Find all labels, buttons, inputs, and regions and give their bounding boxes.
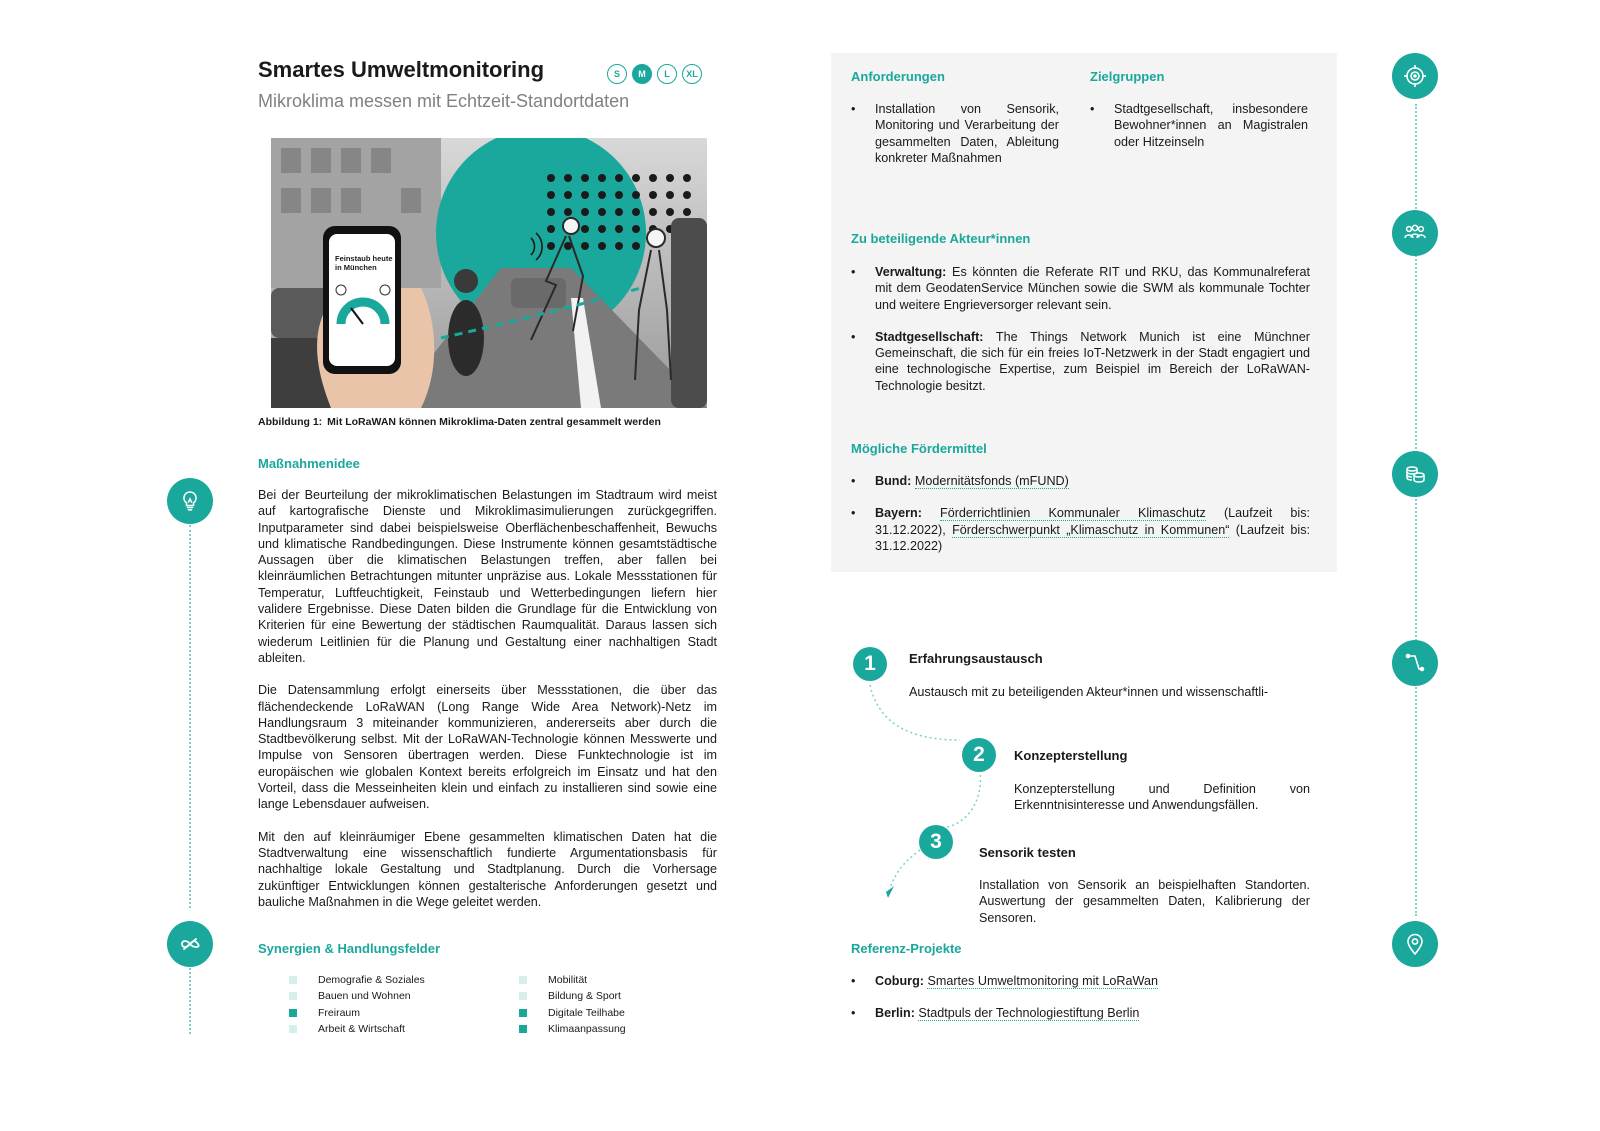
list-item bbox=[851, 1005, 1310, 1021]
size-selector bbox=[607, 64, 702, 84]
page-title: Smartes Umweltmonitoring bbox=[258, 57, 545, 82]
foerder-text: (Laufzeit bis: 31.12.2022), bbox=[875, 506, 1311, 537]
legend-label: Freiraum bbox=[318, 1006, 361, 1019]
caption-label: Abbildung 1: bbox=[258, 416, 323, 428]
paragraph: Mit den auf kleinräumiger Ebene gesammelten klimatischen Daten hat die Stadtverwaltung eine wissenschaftlich fundierte Argumentationsbasis für nachhaltige lokale Gestaltung und Stadtplanung. Durch die Vorhersage zukünftiger Entwicklungen können gestalterische Anforderungen gesetzt und bauliche Maßnahmen in die Wege geleitet werden. bbox=[258, 829, 717, 909]
section-title-synergien: Synergien & Handlungsfelder bbox=[258, 941, 441, 956]
list-item bbox=[851, 473, 1310, 489]
list-item bbox=[851, 505, 1310, 554]
referenz-label: Berlin: bbox=[875, 1006, 915, 1021]
paragraph: Bei der Beurteilung der mikroklimatischen Belastungen im Stadtraum wird meist auf kartografische Dienste und Mikroklimasimulierungen zurückgegriffen. Inputparameter sind dabei beispielsweise Oberflächenbeschaffenheit, Bewuchs und klimatische Randbedingungen. Diese Instrumente können gesamtstädtische Aussagen über die klimatischen Belastungen treffen, aber fallen bei kleinräumlichen Betrachtungen mitunter unpräzise aus. Lokale Messstationen für Temperatur, Luftfeuchtigkeit, Feinstaub und Wetterbedingungen liefern hier validere Ergebnisse. Diese Daten bilden die Grundlage für die Entwicklung von Kriterien für eine Bewertung der städtischen Raumqualität. Daraus lassen sich wiederum Leitlinien für die Planung und Gestaltung einer nachhaltigen Stadt ableiten. bbox=[258, 488, 717, 665]
step-title-3: Sensorik testen bbox=[979, 845, 1076, 860]
step-text-3: Installation von Sensorik an beispielhaften Standorten. Auswertung der gesammelten Daten, Kalibrierung der Sensoren. bbox=[979, 878, 1310, 925]
link-berlin[interactable]: Stadtpuls der Technologiestiftung Berlin bbox=[918, 1006, 1140, 1021]
legend-item bbox=[519, 1005, 626, 1021]
link-foerderrichtlinien[interactable]: Förderrichtlinien Kommunaler Klimaschutz bbox=[940, 506, 1206, 521]
foerder-label: Bund: bbox=[875, 474, 912, 488]
street-illustration bbox=[271, 138, 707, 408]
list-item bbox=[851, 973, 1310, 989]
list-item bbox=[851, 329, 1310, 394]
legend-marker bbox=[289, 1025, 297, 1033]
legend-marker bbox=[519, 976, 527, 984]
figure-caption bbox=[258, 416, 661, 428]
section-title-referenz: Referenz-Projekte bbox=[851, 941, 962, 956]
link-foerderschwerpunkt[interactable]: Förderschwerpunkt „Klimaschutz in Kommunen“ bbox=[952, 522, 1230, 537]
link-coburg[interactable]: Smartes Umweltmonitoring mit LoRaWan bbox=[927, 974, 1158, 988]
legend-label: Demografie & Soziales bbox=[318, 974, 425, 986]
synergien-col2 bbox=[519, 972, 626, 1037]
legend-label: Digitale Teilhabe bbox=[548, 1006, 625, 1019]
section-title-akteure: Zu beteiligende Akteur*innen bbox=[851, 231, 1031, 246]
section-title-foerdermittel: Mögliche Fördermittel bbox=[851, 441, 987, 456]
legend-item bbox=[289, 972, 425, 988]
legend-marker bbox=[289, 976, 297, 984]
legend-item bbox=[519, 1021, 626, 1037]
zielgruppen-list bbox=[1090, 101, 1308, 150]
legend-marker-active bbox=[519, 1009, 527, 1017]
list-item bbox=[851, 264, 1310, 313]
legend-label: Arbeit & Wirtschaft bbox=[318, 1022, 405, 1035]
step-number-1: 1 bbox=[853, 647, 887, 681]
illustration-figure bbox=[271, 138, 707, 408]
legend-label: Mobilität bbox=[548, 974, 588, 986]
foerder-text: (Laufzeit bis: 31.12.2022) bbox=[875, 522, 1311, 553]
left-rail-line-bottom bbox=[189, 968, 191, 1034]
size-chip-l: L bbox=[657, 64, 677, 84]
legend-marker bbox=[519, 992, 527, 1000]
akteur-text: Es könnten die Referate RIT und RKU, das Kommunalreferat mit dem GeodatenService München sowie die SWM als kommunale Tochter und weitere Engrieversorger relevant sein. bbox=[875, 265, 1311, 312]
legend-label: Klimaanpassung bbox=[548, 1022, 626, 1035]
size-chip-s: S bbox=[607, 64, 627, 84]
referenz-list bbox=[851, 973, 1310, 1022]
synergien-col1 bbox=[289, 972, 425, 1037]
paragraph: Die Datensammlung erfolgt einerseits über Messstationen, die über das flächendeckende LoRaWAN (Long Range Wide Area Network)-Netz im Handlungsraum 3 miteinander kommunizieren, andererseits aber durch die Stadtbevölkerung selbst. Mit der LoRaWAN-Technologie können Messwerte und Impulse von Sensoren übertragen werden. Diese Funktechnologie ist im europäischen wie globalen Kontext bereits erfolgreich im Einsatz und hat den Vorteil, dass die Messeinheiten klein und einfach zu installieren sind sowie eine lange Lebensdauer aufweisen. bbox=[258, 683, 717, 812]
legend-item bbox=[289, 1021, 425, 1037]
anforderungen-list bbox=[851, 101, 1059, 166]
section-title-anforderungen: Anforderungen bbox=[851, 69, 945, 84]
page-subtitle: Mikroklima messen mit Echtzeit-Standortdaten bbox=[258, 91, 630, 111]
step-title-1: Erfahrungsaustausch bbox=[909, 651, 1043, 666]
akteur-label: Stadtgesellschaft: bbox=[875, 329, 984, 344]
legend-item bbox=[289, 988, 425, 1004]
akteur-label: Verwaltung: bbox=[875, 265, 947, 279]
step-text-2: Konzepterstellung und Definition von Erkenntnisinteresse und Anwendungsfällen. bbox=[1014, 782, 1310, 813]
infinity-icon bbox=[167, 921, 213, 967]
lightbulb-icon bbox=[167, 478, 213, 524]
legend-label: Bildung & Sport bbox=[548, 990, 621, 1003]
akteur-text: The Things Network Munich ist eine Münchner Gemeinschaft, die sich für ein freies IoT-Netzwerk in der Stadt engagiert und eine technologische Expertise, zum Beispiel im Bereich der LoRaWAN-Technologie besitzt. bbox=[875, 329, 1310, 393]
legend-item bbox=[519, 988, 626, 1004]
list-item: • Stadtgesellschaft, insbesondere Bewohner*innen an Magistralen oder Hitzeinseln bbox=[1090, 101, 1308, 150]
massnahmenidee-text bbox=[258, 487, 717, 926]
legend-marker bbox=[289, 992, 297, 1000]
foerdermittel-list bbox=[851, 473, 1310, 554]
akteure-list bbox=[851, 264, 1310, 394]
step-number-3: 3 bbox=[919, 825, 953, 859]
referenz-label: Coburg: bbox=[875, 974, 924, 988]
list-item: • Installation von Sensorik, Monitoring und Verarbeitung der gesammelten Daten, Ableitung konkreter Maßnahmen bbox=[851, 101, 1059, 166]
route-icon bbox=[1392, 640, 1438, 686]
foerder-label: Bayern: bbox=[875, 506, 922, 521]
people-group-icon bbox=[1392, 210, 1438, 256]
left-rail-line-top bbox=[189, 525, 191, 908]
step-number-2: 2 bbox=[962, 738, 996, 772]
size-chip-m: M bbox=[632, 64, 652, 84]
legend-marker-active bbox=[519, 1025, 527, 1033]
section-title-massnahmenidee: Maßnahmenidee bbox=[258, 456, 360, 471]
legend-label: Bauen und Wohnen bbox=[318, 990, 411, 1003]
section-title-zielgruppen: Zielgruppen bbox=[1090, 69, 1165, 84]
legend-item bbox=[289, 1005, 425, 1021]
location-pin-icon bbox=[1392, 921, 1438, 967]
legend-item bbox=[519, 972, 626, 988]
phone-screen-text: Feinstaub heute in München bbox=[335, 254, 393, 272]
step-title-2: Konzepterstellung bbox=[1014, 748, 1128, 763]
target-icon bbox=[1392, 53, 1438, 99]
coins-icon bbox=[1392, 451, 1438, 497]
step-text-1: Austausch mit zu beteiligenden Akteur*innen und wissenschaftli- bbox=[909, 685, 1269, 699]
legend-marker-active bbox=[289, 1009, 297, 1017]
caption-text: Mit LoRaWAN können Mikroklima-Daten zentral gesammelt werden bbox=[327, 416, 661, 428]
link-mfund[interactable]: Modernitätsfonds (mFUND) bbox=[914, 474, 1069, 488]
size-chip-xl: XL bbox=[682, 64, 702, 84]
